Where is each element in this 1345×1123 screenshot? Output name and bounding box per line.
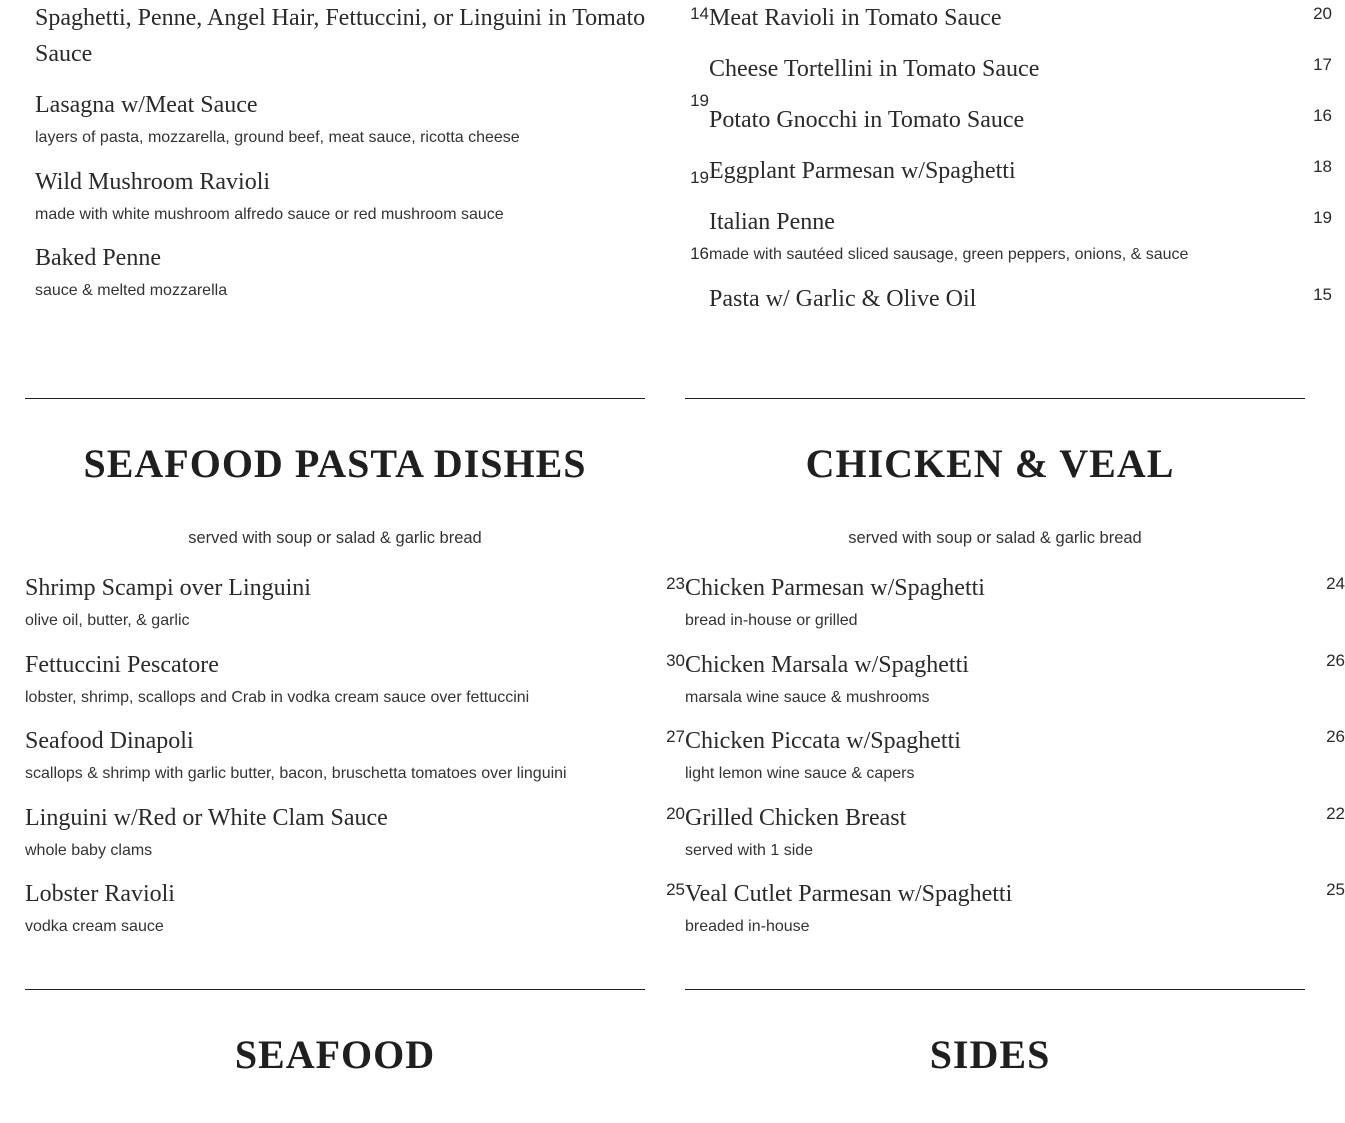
menu-item-description: bread in-house or grilled [685, 612, 858, 629]
menu-item-price: 25 [666, 880, 685, 899]
menu-item-price: 26 [1326, 727, 1345, 746]
seafood-pasta-section [25, 398, 685, 998]
menu-item-name: Grilled Chicken Breast [685, 805, 907, 831]
menu-item-description: made with white mushroom alfredo sauce or red mushroom sauce [35, 206, 504, 223]
menu-item [35, 164, 709, 226]
menu-item [35, 240, 709, 302]
menu-item-price: 19 [690, 91, 709, 110]
menu-item-name: Meat Ravioli in Tomato Sauce [709, 5, 1002, 31]
menu-item [709, 0, 1332, 36]
menu-item [709, 51, 1332, 87]
menu-item-name: Italian Penne [709, 209, 835, 235]
menu-item-name: Potato Gnocchi in Tomato Sauce [709, 107, 1025, 133]
menu-item-price: 15 [1313, 285, 1332, 304]
menu-item-price: 26 [1326, 651, 1345, 670]
sides-section [685, 989, 1305, 1123]
menu-item [25, 570, 685, 632]
menu-item-name: Eggplant Parmesan w/Spaghetti [709, 158, 1016, 184]
menu-item [685, 876, 1345, 938]
section-divider [685, 989, 1305, 990]
menu-item-price: 16 [690, 244, 709, 263]
menu-item-price: 20 [1313, 4, 1332, 23]
menu-item-description: breaded in-house [685, 918, 810, 935]
menu-item-name: Chicken Piccata w/Spaghetti [685, 728, 961, 754]
section-divider [25, 398, 645, 399]
menu-item [25, 647, 685, 709]
menu-item-name: Lobster Ravioli [25, 881, 175, 907]
menu-item-price: 16 [1313, 106, 1332, 125]
menu-item [25, 876, 685, 938]
menu-item-name: Shrimp Scampi over Linguini [25, 575, 311, 601]
menu-item-name: Chicken Marsala w/Spaghetti [685, 652, 969, 678]
menu-item [685, 723, 1345, 785]
menu-item-price: 30 [666, 651, 685, 670]
menu-item-description: lobster, shrimp, scallops and Crab in vodka cream sauce over fettuccini [25, 689, 530, 706]
menu-item [709, 153, 1332, 189]
seafood-section [25, 989, 645, 1123]
menu-item-name: Spaghetti, Penne, Angel Hair, Fettuccini, or Linguini in Tomato Sauce [35, 5, 646, 67]
menu-item-name: Chicken Parmesan w/Spaghetti [685, 575, 985, 601]
section-subtitle: served with soup or salad & garlic bread [848, 529, 1142, 547]
menu-item-name: Veal Cutlet Parmesan w/Spaghetti [685, 881, 1013, 907]
section-title: SEAFOOD [234, 1032, 436, 1077]
menu-item-description: light lemon wine sauce & capers [685, 765, 915, 782]
menu-item-description: served with 1 side [685, 842, 814, 859]
menu-item [709, 102, 1332, 138]
menu-item [685, 647, 1345, 709]
section-divider [25, 989, 645, 990]
menu-item [25, 723, 685, 785]
menu-item-price: 22 [1326, 804, 1345, 823]
menu-item-price: 23 [666, 574, 685, 593]
menu-item-description: olive oil, butter, & garlic [25, 612, 190, 629]
menu-item-description: made with sautéed sliced sausage, green peppers, onions, & sauce [709, 246, 1189, 263]
menu-item [709, 204, 1332, 266]
menu-item-price: 27 [666, 727, 685, 746]
menu-item-description: vodka cream sauce [25, 918, 164, 935]
section-title: SEAFOOD PASTA DISHES [83, 441, 587, 486]
menu-item-price: 20 [666, 804, 685, 823]
menu-item-description: whole baby clams [25, 842, 153, 859]
menu-item-price: 19 [1313, 208, 1332, 227]
menu-item-description: layers of pasta, mozzarella, ground beef, meat sauce, ricotta cheese [35, 129, 520, 146]
menu-item [709, 281, 1332, 317]
menu-item-price: 25 [1326, 880, 1345, 899]
menu-item-description: marsala wine sauce & mushrooms [685, 689, 930, 706]
menu-item [35, 0, 709, 72]
menu-item-name: Pasta w/ Garlic & Olive Oil [709, 286, 977, 312]
menu-item-name: Baked Penne [35, 245, 161, 271]
menu-item-price: 17 [1313, 55, 1332, 74]
menu-item-price: 14 [690, 4, 709, 23]
menu-item-description: scallops & shrimp with garlic butter, bacon, bruschetta tomatoes over linguini [25, 765, 567, 782]
menu-item-price: 24 [1326, 574, 1345, 593]
menu-item [35, 87, 709, 149]
menu-item-name: Seafood Dinapoli [25, 728, 194, 754]
chicken-veal-section [685, 398, 1345, 998]
menu-item [685, 800, 1345, 862]
menu-item-name: Wild Mushroom Ravioli [35, 169, 271, 195]
section-divider [685, 398, 1305, 399]
menu-item [685, 570, 1345, 632]
menu-item-description: sauce & melted mozzarella [35, 282, 228, 299]
section-title: CHICKEN & VEAL [805, 441, 1175, 486]
menu-item-name: Cheese Tortellini in Tomato Sauce [709, 56, 1040, 82]
menu-item-price: 19 [690, 168, 709, 187]
section-subtitle: served with soup or salad & garlic bread [188, 529, 482, 547]
menu-item-name: Lasagna w/Meat Sauce [35, 92, 258, 118]
menu-item [25, 800, 685, 862]
menu-item-price: 18 [1313, 157, 1332, 176]
section-title: SIDES [929, 1032, 1051, 1077]
menu-item-name: Linguini w/Red or White Clam Sauce [25, 805, 388, 831]
menu-item-name: Fettuccini Pescatore [25, 652, 219, 678]
